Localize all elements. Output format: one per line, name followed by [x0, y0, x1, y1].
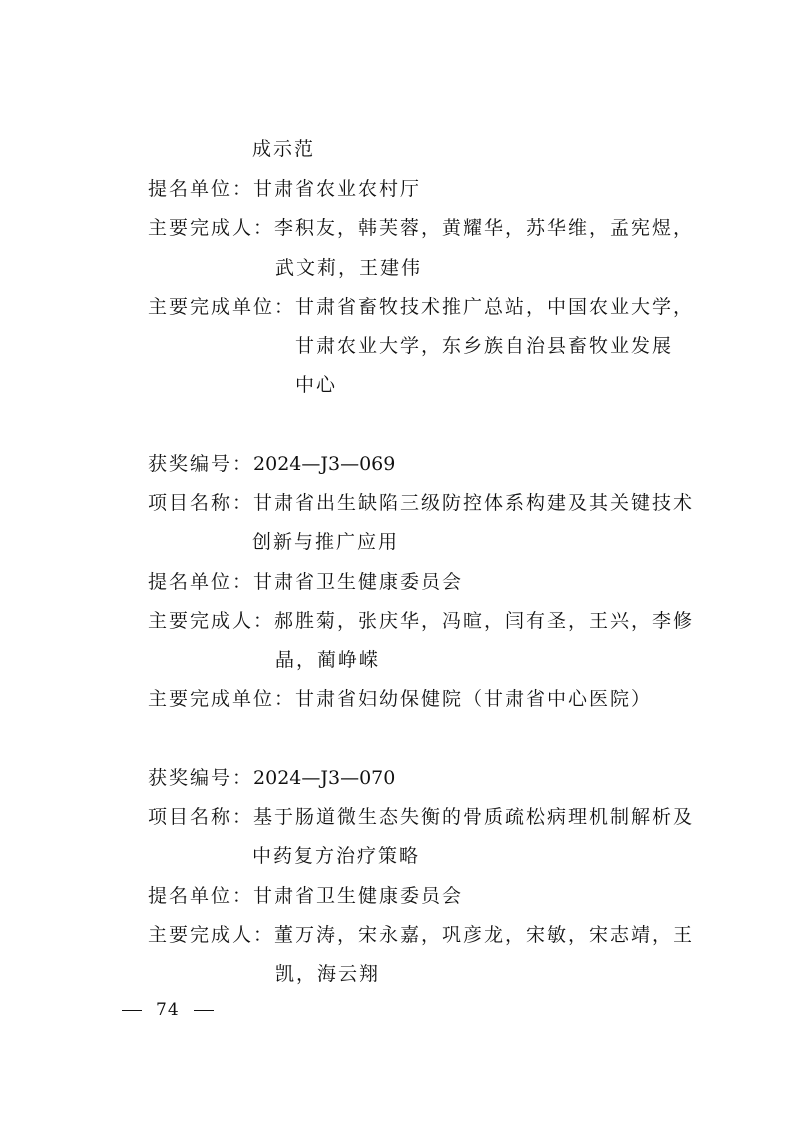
units-line	[148, 687, 652, 711]
project-label: 项目名称：	[148, 492, 254, 514]
footer-dash-left	[122, 1010, 142, 1011]
project-name-line	[148, 491, 694, 515]
persons-continued: 凯，海云翔	[275, 963, 381, 985]
nominator-label: 提名单位：	[148, 571, 254, 593]
units-value: 甘肃省畜牧技术推广总站，中国农业大学，	[295, 296, 695, 318]
persons-line	[148, 923, 694, 947]
award-number-line	[148, 766, 395, 790]
project-name-continued: 成示范	[252, 138, 316, 160]
persons-continued: 晶，蔺峥嵘	[275, 649, 381, 671]
units-continued: 甘肃农业大学，东乡族自治县畜牧业发展	[295, 335, 674, 357]
nominator-value: 甘肃省卫生健康委员会	[253, 571, 464, 593]
persons-value: 李积友，韩芙蓉，黄耀华，苏华维，孟宪煜，	[274, 217, 695, 239]
page-number: 74	[156, 1000, 180, 1020]
persons-line	[148, 609, 694, 633]
nominator-value: 甘肃省卫生健康委员会	[253, 885, 464, 907]
units-label: 主要完成单位：	[148, 296, 296, 318]
nominator-label: 提名单位：	[148, 885, 254, 907]
persons-label: 主要完成人：	[148, 217, 275, 239]
nominator-label: 提名单位：	[148, 178, 254, 200]
persons-value: 董万涛，宋永嘉，巩彦龙，宋敏，宋志靖，王	[274, 924, 695, 946]
persons-line	[148, 216, 694, 240]
award-label: 获奖编号：	[148, 453, 254, 475]
units-continued: 中心	[295, 374, 338, 396]
project-name-line	[148, 805, 694, 829]
award-number: 2024—J3—070	[253, 767, 396, 789]
page-footer	[122, 998, 214, 1022]
persons-label: 主要完成人：	[148, 924, 275, 946]
nominator-line	[148, 570, 463, 594]
persons-value: 郝胜菊，张庆华，冯暄，闫有圣，王兴，李修	[274, 610, 695, 632]
project-name-continued: 中药复方治疗策略	[252, 845, 421, 867]
persons-label: 主要完成人：	[148, 610, 275, 632]
project-label: 项目名称：	[148, 806, 254, 828]
project-name-continued: 创新与推广应用	[252, 531, 400, 553]
persons-continued: 武文莉，王建伟	[275, 257, 423, 279]
project-value: 基于肠道微生态失衡的骨质疏松病理机制解析及	[253, 806, 695, 828]
units-value: 甘肃省妇幼保健院（甘肃省中心医院）	[295, 688, 653, 710]
award-number: 2024—J3—069	[253, 453, 396, 475]
nominator-line	[148, 884, 463, 908]
units-label: 主要完成单位：	[148, 688, 296, 710]
footer-dash-right	[194, 1010, 214, 1011]
nominator-value: 甘肃省农业农村厅	[253, 178, 422, 200]
units-line	[148, 295, 694, 319]
award-number-line	[148, 452, 395, 476]
project-value: 甘肃省出生缺陷三级防控体系构建及其关键技术	[253, 492, 695, 514]
nominator-line	[148, 177, 421, 201]
award-label: 获奖编号：	[148, 767, 254, 789]
